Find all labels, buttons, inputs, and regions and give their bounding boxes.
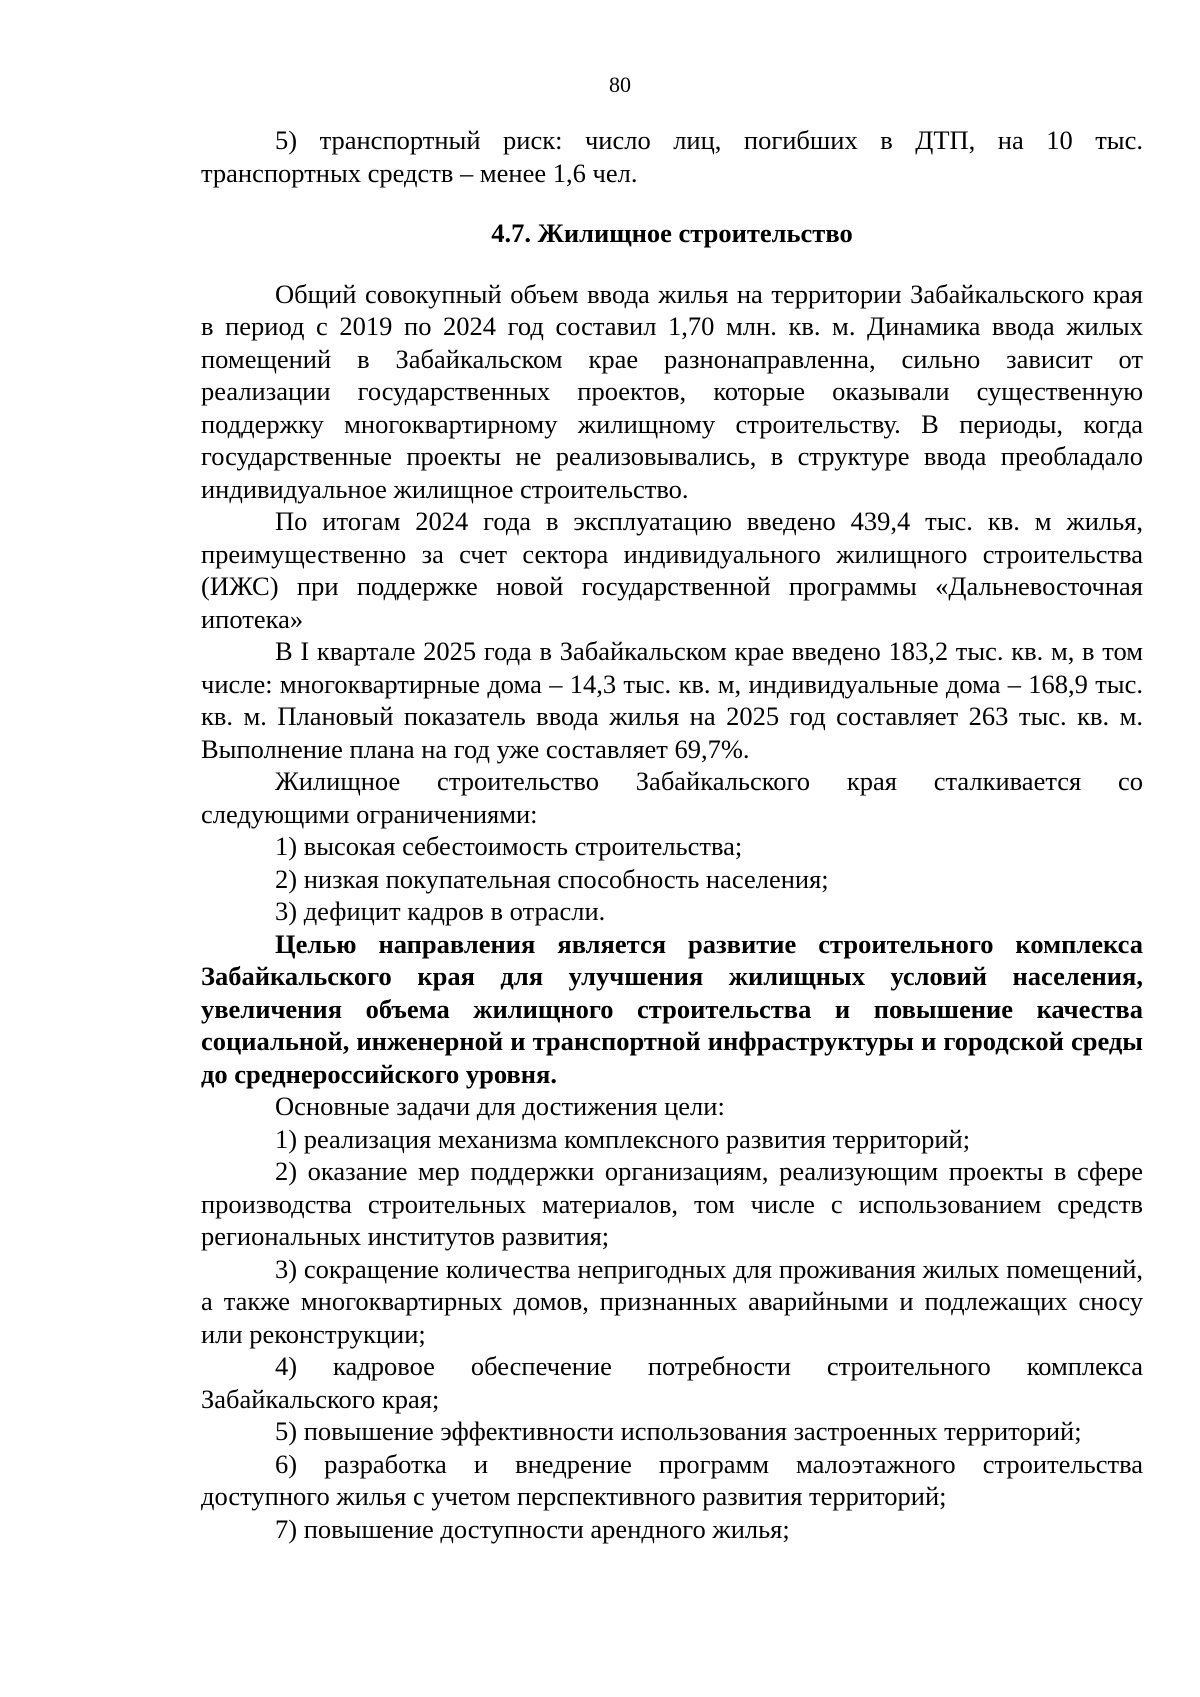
spacer xyxy=(201,250,1143,278)
paragraph-limitations-intro: Жилищное строительство Забайкальского края сталкивается со следующими ограничениями: xyxy=(201,766,1143,829)
list-item-transport-risk: 5) транспортный риск: число лиц, погибших в ДТП, на 10 тыс. транспортных средств – менее 1,6 чел. xyxy=(201,125,1143,188)
spacer xyxy=(201,189,1143,217)
paragraph-goal: Целью направления является развитие строительного комплекса Забайкальского края для улучшения жилищных условий населения, увеличения объема жилищного строительства и повышение качества социальной, инженерной и транспортной инфраструктуры и городской среды до среднероссийского уровня. xyxy=(201,928,1143,1089)
paragraph-housing-volume: Общий совокупный объем ввода жилья на территории Забайкальского края в период с 2019 по 2024 год составил 1,70 млн. кв. м. Динамика ввода жилых помещений в Забайкальском крае разнонаправленна, сильно зависит от реализации государственных проектов, которые оказывали существенную поддержку многоквартирному жилищному строительству. В периоды, когда государственные проекты не реализовывались, в структуре ввода преобладало индивидуальное жилищное строительство. xyxy=(201,278,1143,504)
section-heading: 4.7. Жилищное строительство xyxy=(491,218,853,248)
paragraph-2024-results: По итогам 2024 года в эксплуатацию введено 439,4 тыс. кв. м жилья, преимущественно за счет сектора индивидуального жилищного строительства (ИЖС) при поддержке новой государственной программы «Дальневосточная ипотека» xyxy=(201,506,1143,634)
task-item: 3) сокращение количества непригодных для проживания жилых помещений, а также многоквартирных домов, признанных аварийными и подлежащих сносу или реконструкции; xyxy=(201,1253,1143,1349)
paragraph-tasks-intro: Основные задачи для достижения цели: xyxy=(275,1091,725,1121)
paragraph-2025-q1: В I квартале 2025 года в Забайкальском крае введено 183,2 тыс. кв. м, в том числе: многоквартирные дома – 14,3 тыс. кв. м, индивидуальные дома – 168,9 тыс. кв. м. Плановый показатель ввода жилья на 2025 год составляет 263 тыс. кв. м. Выполнение плана на год уже составляет 69,7%. xyxy=(201,636,1143,764)
task-item: 6) разработка и внедрение программ малоэтажного строительства доступного жилья с учетом перспективного развития территорий; xyxy=(201,1448,1143,1511)
task-item: 5) повышение эффективности использования застроенных территорий; xyxy=(275,1416,1082,1446)
limitation-item: 2) низкая покупательная способность населения; xyxy=(275,863,829,894)
page-number: 80 xyxy=(609,72,631,97)
task-item: 7) повышение доступности арендного жилья; xyxy=(275,1513,790,1544)
task-item: 2) оказание мер поддержки организациям, реализующим проекты в сфере производства строительных материалов, том числе с использованием средств региональных институтов развития; xyxy=(201,1156,1143,1251)
task-item: 4) кадровое обеспечение потребности строительного комплекса Забайкальского края; xyxy=(201,1351,1143,1414)
page-content xyxy=(201,124,1143,1545)
limitation-item: 3) дефицит кадров в отрасли. xyxy=(275,896,606,926)
task-item: 1) реализация механизма комплексного развития территорий; xyxy=(275,1123,971,1154)
limitation-item: 1) высокая себестоимость строительства; xyxy=(275,831,743,861)
